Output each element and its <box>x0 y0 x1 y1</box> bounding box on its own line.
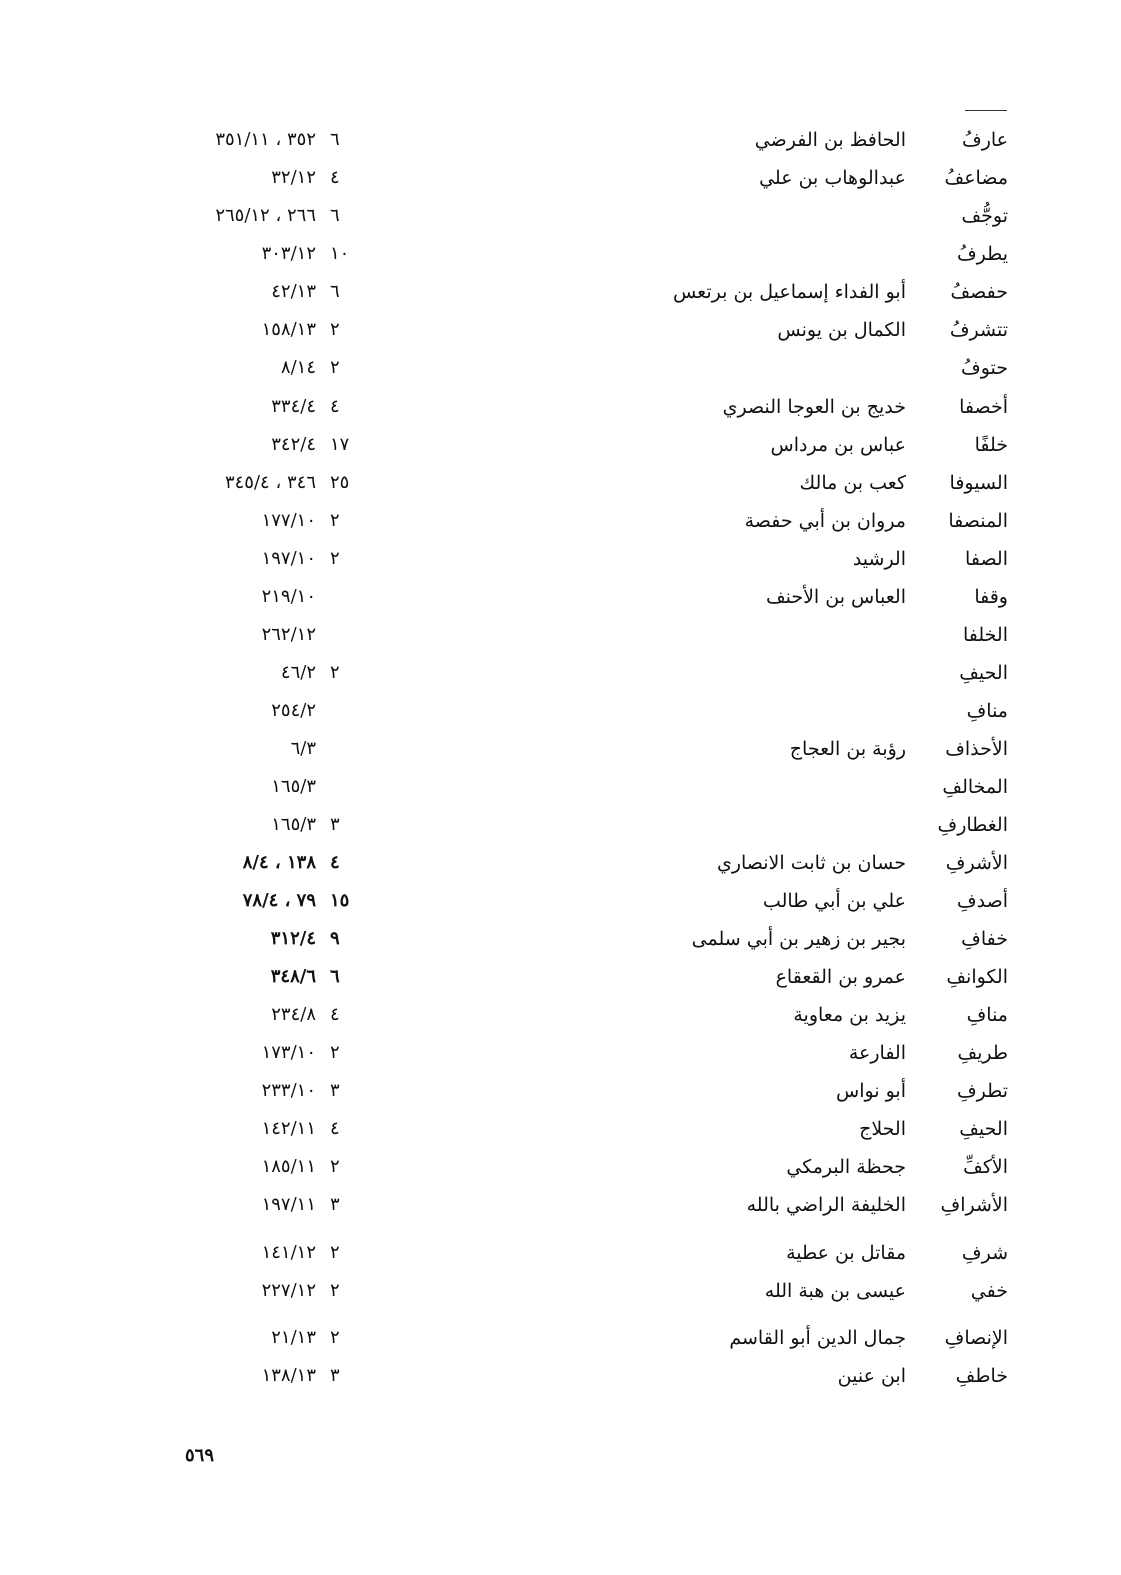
rhyme-word: الأشرفِ <box>945 852 1008 874</box>
poet-name: الخليفة الراضي بالله <box>746 1194 906 1216</box>
verse-count: ٦ <box>330 966 340 987</box>
volume-page-ref: ٢٥٤/٢ <box>271 700 316 721</box>
rhyme-word: عارفُ <box>962 129 1008 151</box>
index-row <box>0 693 1121 729</box>
poet-name: عيسى بن هبة الله <box>764 1280 906 1302</box>
poet-name: أبو نواس <box>836 1080 906 1102</box>
volume-page-ref: ١٦٥/٣ <box>271 776 316 797</box>
volume-page-ref: ٣٢/١٢ <box>271 167 316 188</box>
poet-name: أبو الفداء إسماعيل بن برتعس <box>672 281 906 303</box>
index-row <box>0 160 1121 196</box>
rhyme-word: السيوفا <box>949 472 1008 494</box>
verse-count: ٢٥ <box>330 472 350 493</box>
volume-page-ref: ٣١٢/٤ <box>270 928 316 949</box>
verse-count: ٤ <box>330 396 340 417</box>
rhyme-word: طريفِ <box>957 1042 1008 1064</box>
poet-name: الحافظ بن الفرضي <box>754 129 906 151</box>
index-row <box>0 769 1121 805</box>
rhyme-word: منافِ <box>966 1004 1008 1026</box>
volume-page-ref: ٧٩ ، ٧٨/٤ <box>242 890 316 911</box>
volume-page-ref: ٢١/١٣ <box>271 1327 316 1348</box>
volume-page-ref: ٣٥٢ ، ٣٥١/١١ <box>215 129 316 150</box>
index-row <box>0 807 1121 843</box>
index-row <box>0 1273 1121 1309</box>
rhyme-word: تتشرفُ <box>949 319 1008 341</box>
index-row <box>0 350 1121 386</box>
poet-name: علي بن أبي طالب <box>762 890 906 912</box>
poet-name: الرشيد <box>852 548 906 570</box>
index-row <box>0 579 1121 615</box>
volume-page-ref: ٦/٣ <box>290 738 316 759</box>
volume-page-ref: ١٣٨ ، ٨/٤ <box>242 852 316 873</box>
verse-count: ٩ <box>330 928 340 949</box>
index-row <box>0 845 1121 881</box>
rhyme-word: حفصفُ <box>950 281 1008 303</box>
volume-page-ref: ٣٤٢/٤ <box>271 434 316 455</box>
rhyme-word: مضاعفُ <box>944 167 1008 189</box>
verse-count: ٣ <box>330 814 340 835</box>
volume-page-ref: ١٧٣/١٠ <box>261 1042 316 1063</box>
verse-count: ٢ <box>330 1156 340 1177</box>
rhyme-word: يطرفُ <box>956 243 1008 265</box>
rhyme-word: الصفا <box>965 548 1008 570</box>
rhyme-word: الأكفِّ <box>963 1156 1008 1178</box>
verse-count: ٢ <box>330 1242 340 1263</box>
poet-name: جحظة البرمكي <box>786 1156 906 1178</box>
rhyme-word: منافِ <box>966 700 1008 722</box>
volume-page-ref: ٣٤٦ ، ٣٤٥/٤ <box>224 472 316 493</box>
volume-page-ref: ٢٦٦ ، ٢٦٥/١٢ <box>215 205 316 226</box>
poet-name: جمال الدين أبو القاسم <box>729 1327 906 1349</box>
index-row <box>0 1149 1121 1185</box>
index-row <box>0 1320 1121 1356</box>
verse-count: ٤ <box>330 167 340 188</box>
rhyme-word: الخلفا <box>962 624 1008 646</box>
volume-page-ref: ١٧٧/١٠ <box>261 510 316 531</box>
volume-page-ref: ٤٢/١٣ <box>271 281 316 302</box>
poet-name: عمرو بن القعقاع <box>775 966 906 988</box>
verse-count: ١٠ <box>330 243 350 264</box>
index-row <box>0 427 1121 463</box>
volume-page-ref: ٢٦٢/١٢ <box>261 624 316 645</box>
rhyme-word: وقفا <box>974 586 1008 608</box>
volume-page-ref: ١٥٨/١٣ <box>261 319 316 340</box>
poet-name: الكمال بن يونس <box>777 319 906 341</box>
index-row <box>0 959 1121 995</box>
verse-count: ٤ <box>330 852 340 873</box>
rhyme-word: الأشرافِ <box>940 1194 1008 1216</box>
poet-name: بجير بن زهير بن أبي سلمى <box>691 928 906 950</box>
volume-page-ref: ٣٣٤/٤ <box>271 396 316 417</box>
poet-name: يزيد بن معاوية <box>793 1004 906 1026</box>
index-row <box>0 1111 1121 1147</box>
index-row <box>0 1035 1121 1071</box>
verse-count: ١٧ <box>330 434 350 455</box>
index-row <box>0 921 1121 957</box>
index-row <box>0 617 1121 653</box>
index-row <box>0 1187 1121 1223</box>
volume-page-ref: ١٤٢/١١ <box>261 1118 316 1139</box>
poet-name: العباس بن الأحنف <box>765 586 906 608</box>
rhyme-word: أصدفِ <box>956 890 1008 912</box>
verse-count: ٤ <box>330 1004 340 1025</box>
poet-name: خديج بن العوجا النصري <box>722 396 906 418</box>
verse-count: ٢ <box>330 319 340 340</box>
index-row <box>0 236 1121 272</box>
index-row <box>0 274 1121 310</box>
verse-count: ٦ <box>330 205 340 226</box>
verse-count: ٢ <box>330 510 340 531</box>
volume-page-ref: ٣٠٣/١٢ <box>261 243 316 264</box>
rhyme-word: حتوفُ <box>961 357 1008 379</box>
rhyme-word: خاطفِ <box>955 1365 1008 1387</box>
rhyme-word: الغطارفِ <box>937 814 1008 836</box>
volume-page-ref: ٢٣٤/٨ <box>271 1004 316 1025</box>
rhyme-word: أخصفا <box>959 396 1008 418</box>
volume-page-ref: ١٣٨/١٣ <box>261 1365 316 1386</box>
volume-page-ref: ٢٣٣/١٠ <box>261 1080 316 1101</box>
verse-count: ٣ <box>330 1194 340 1215</box>
rhyme-word: الأحذاف <box>945 738 1008 760</box>
verse-count: ٢ <box>330 662 340 683</box>
index-row <box>0 883 1121 919</box>
index-row <box>0 198 1121 234</box>
poet-name: الحلاج <box>859 1118 906 1140</box>
verse-count: ٤ <box>330 1118 340 1139</box>
volume-page-ref: ٢١٩/١٠ <box>261 586 316 607</box>
verse-count: ٢ <box>330 1042 340 1063</box>
verse-count: ٣ <box>330 1365 340 1386</box>
verse-count: ٦ <box>330 281 340 302</box>
verse-count: ٢ <box>330 1280 340 1301</box>
index-row <box>0 1073 1121 1109</box>
rhyme-word: خفافِ <box>961 928 1008 950</box>
verse-count: ٢ <box>330 1327 340 1348</box>
rhyme-word: توجُّف <box>961 205 1008 227</box>
verse-count: ٢ <box>330 548 340 569</box>
page-number: ٥٦٩ <box>185 1445 215 1466</box>
verse-count: ٣ <box>330 1080 340 1101</box>
verse-count: ٦ <box>330 129 340 150</box>
volume-page-ref: ٢٢٧/١٢ <box>261 1280 316 1301</box>
index-row <box>0 731 1121 767</box>
rhyme-word: المخالفِ <box>942 776 1008 798</box>
volume-page-ref: ١٦٥/٣ <box>271 814 316 835</box>
index-row <box>0 541 1121 577</box>
index-row <box>0 655 1121 691</box>
index-row <box>0 122 1121 158</box>
rhyme-word: الحيفِ <box>959 662 1008 684</box>
poet-name: رؤبة بن العجاج <box>789 738 906 760</box>
verse-count: ١٥ <box>330 890 350 911</box>
volume-page-ref: ٤٦/٢ <box>280 662 316 683</box>
rhyme-word: شرفِ <box>961 1242 1008 1264</box>
rhyme-word: خلفًا <box>974 434 1008 456</box>
rhyme-word: الكوانفِ <box>946 966 1008 988</box>
volume-page-ref: ١٩٧/١٠ <box>261 548 316 569</box>
index-row <box>0 997 1121 1033</box>
rhyme-word: خفي <box>970 1280 1008 1302</box>
volume-page-ref: ٣٤٨/٦ <box>270 966 316 987</box>
index-row <box>0 1235 1121 1271</box>
poet-name: ابن عنين <box>837 1365 906 1387</box>
poet-name: كعب بن مالك <box>799 472 906 494</box>
rhyme-word: الإنصافِ <box>944 1327 1008 1349</box>
volume-page-ref: ١٨٥/١١ <box>261 1156 316 1177</box>
volume-page-ref: ١٤١/١٢ <box>261 1242 316 1263</box>
poet-name: مروان بن أبي حفصة <box>744 510 906 532</box>
poet-name: حسان بن ثابت الانصاري <box>716 852 906 874</box>
header-rule <box>965 110 1007 111</box>
index-row <box>0 1358 1121 1394</box>
verse-count: ٢ <box>330 357 340 378</box>
poet-name: مقاتل بن عطية <box>786 1242 906 1264</box>
volume-page-ref: ١٩٧/١١ <box>261 1194 316 1215</box>
index-row <box>0 389 1121 425</box>
rhyme-word: المنصفا <box>948 510 1008 532</box>
poet-name: عباس بن مرداس <box>770 434 906 456</box>
index-row <box>0 312 1121 348</box>
index-row <box>0 503 1121 539</box>
index-row <box>0 465 1121 501</box>
poet-name: عبدالوهاب بن علي <box>759 167 906 189</box>
volume-page-ref: ٨/١٤ <box>280 357 316 378</box>
rhyme-word: تطرفِ <box>956 1080 1008 1102</box>
rhyme-word: الحيفِ <box>959 1118 1008 1140</box>
poet-name: الفارعة <box>848 1042 906 1064</box>
